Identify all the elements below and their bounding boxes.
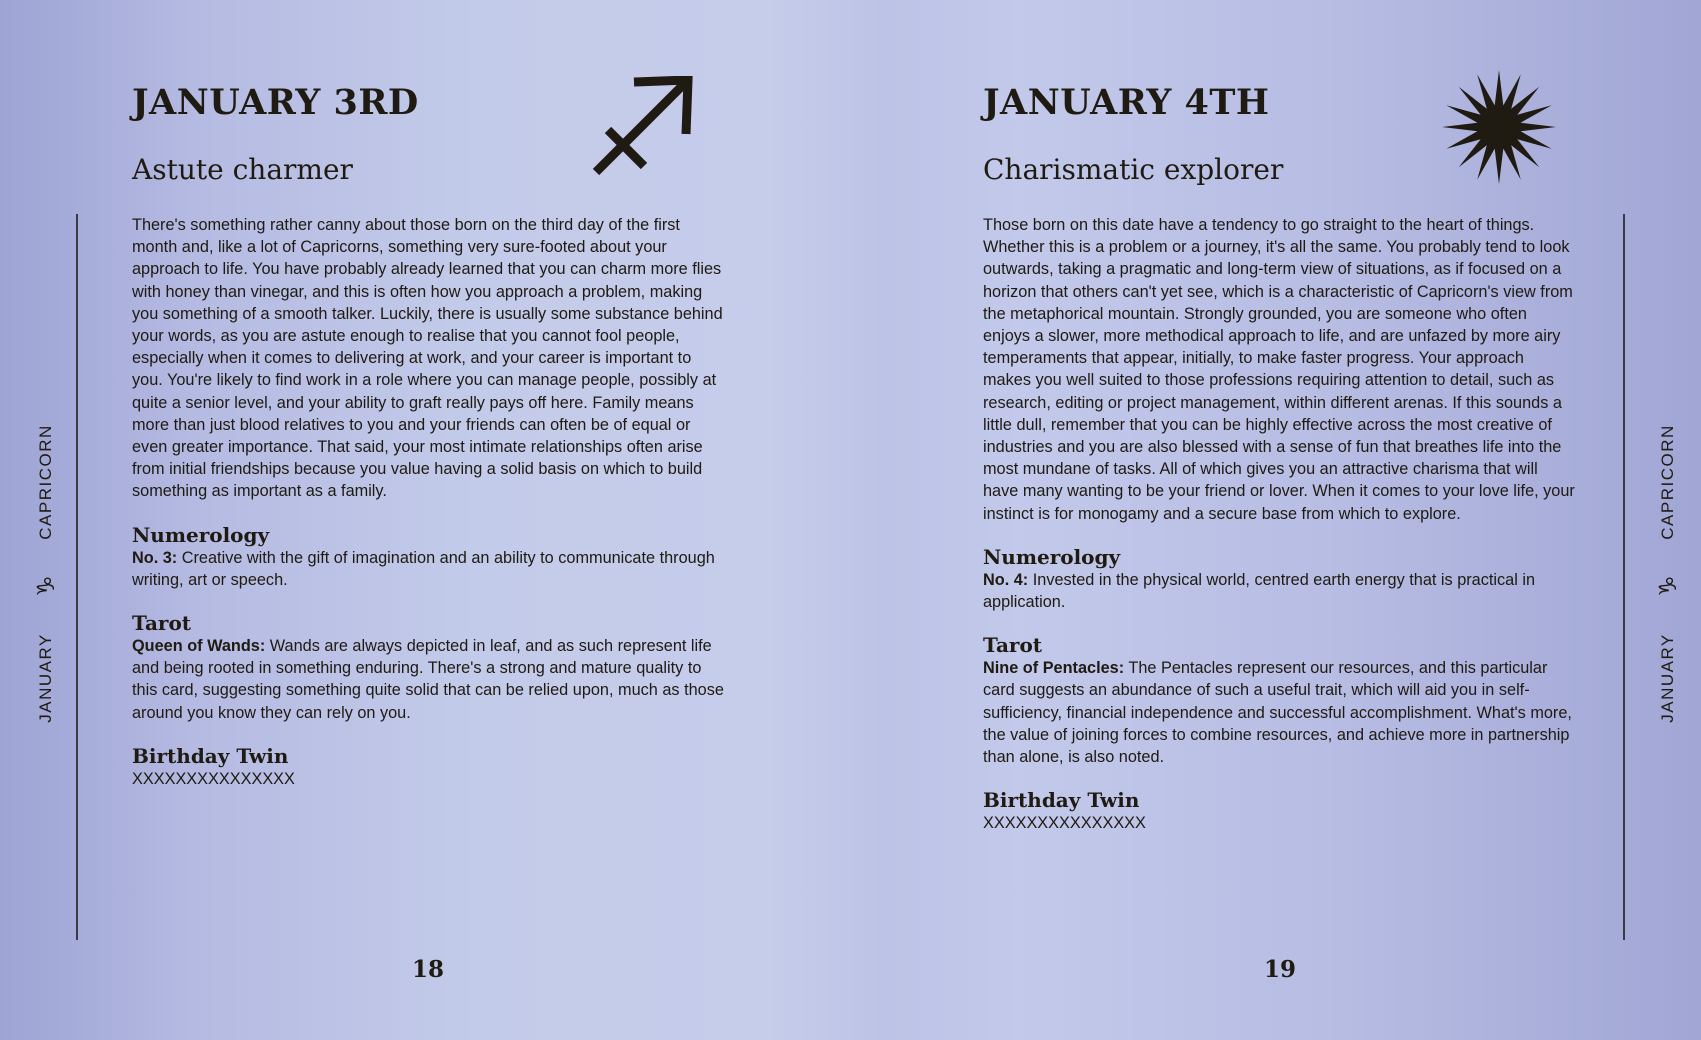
left-sidebar: [16, 214, 76, 940]
birthday-twin-heading: Birthday Twin: [983, 788, 1140, 813]
main-paragraph: There's something rather canny about those born on the third day of the first month and, like a lot of Capricorns, something very sure-footed about your approach to life. You have probably already learned that you can charm more flies with honey than vinegar, and this is often how you approach a problem, making you something of a smooth talker. Luckily, there is usually some substance behind your words, as you are astute enough to realise that you cannot fool people, especially when it comes to delivering at work, and your career is important to you. You're likely to find work in a role where you can manage people, possibly at quite a senior level, and your ability to graft really pays off here. Family means more than just blood relatives to you and your friends can often be of equal or even greater importance. That said, your most intimate relationships often arise from initial friendships because you value having a solid basis on which to build something as important as a family.: [132, 216, 723, 501]
tarot-heading: Tarot: [983, 633, 1043, 658]
tarot-text: [132, 635, 724, 724]
left-page: [0, 0, 850, 1040]
numerology-description: Invested in the physical world, centred earth energy that is practical in application.: [983, 570, 1536, 612]
right-divider-line: [1623, 214, 1625, 940]
left-divider-line: [76, 214, 78, 940]
numerology-heading: Numerology: [983, 544, 1121, 569]
tarot-label: Queen of Wands:: [132, 637, 266, 656]
tarot-description: Wands are always depicted in leaf, and as such represent life and being rooted in something enduring. There's a strong and mature quality to this card, suggesting something quite solid that can be relied upon, much as those around you know they can rely on you.: [132, 637, 724, 722]
numerology-description: Creative with the gift of imagination and an ability to communicate through writing, art or speech.: [132, 548, 715, 589]
page-subtitle: Charismatic explorer: [983, 153, 1284, 186]
sidebar-sign-label: CAPRICORN: [36, 424, 55, 540]
page-number: 19: [1264, 956, 1297, 983]
birthday-twin-text: XXXXXXXXXXXXXXX: [983, 814, 1146, 833]
main-paragraph: Those born on this date have a tendency to go straight to the heart of things. Whether this is a problem or a journey, it's all the same. You probably tend to look outwards, taking a pragmatic and long-term view of situations, as if focused on a horizon that others can't yet see, which is a characteristic of Capricorn's view from the metaphorical mountain. Strongly grounded, you are someone who often enjoys a slower, more methodical approach to life, and are unfazed by more airy temperaments that appear, initially, to make faster progress. Your approach makes you well suited to those professions requiring attention to detail, such as research, editing or project management, within different arenas. If this sounds a little dull, remember that you can be highly effective across the most creative of industries and you are also blessed with a sense of fun that breathes life into the most mundane of tasks. All of which gives you an attractive charisma that will have many wanting to be your friend or lover. When it comes to your love life, your instinct is for monogamy and a secure base from which to explore.: [983, 216, 1575, 523]
sidebar-month-label: JANUARY: [1658, 633, 1677, 723]
sun-burst-icon: [1440, 68, 1558, 186]
page-title: JANUARY 3RD: [132, 82, 419, 123]
sidebar-month-label: JANUARY: [36, 633, 55, 723]
tarot-section: [983, 633, 1575, 768]
capricorn-glyph-icon: ♑: [32, 575, 60, 597]
tarot-section: [132, 611, 724, 724]
sidebar-sign-label: CAPRICORN: [1658, 424, 1677, 540]
numerology-text: [983, 569, 1575, 613]
tarot-description: The Pentacles represent our resources, and this particular card suggests an abundance of such a useful trait, which will aid you in self-sufficiency, financial independence and successful accomplishment. What's more, the value of joining forces to combine resources, and achieve more in partnership than alone, is also noted.: [983, 659, 1572, 767]
numerology-heading: Numerology: [132, 522, 270, 547]
sagittarius-arrow-icon: [590, 76, 696, 178]
right-page: [850, 0, 1700, 1040]
birthday-twin-heading: Birthday Twin: [132, 743, 289, 768]
numerology-label: No. 3:: [132, 548, 178, 567]
numerology-text: [132, 547, 724, 591]
numerology-label: No. 4:: [983, 570, 1029, 589]
birthday-twin-section: [983, 788, 1575, 834]
birthday-twin-text: XXXXXXXXXXXXXXX: [132, 769, 295, 788]
page-body: [983, 214, 1575, 854]
right-sidebar: [1638, 214, 1698, 940]
capricorn-glyph-icon: ♑: [1654, 575, 1682, 597]
tarot-heading: Tarot: [132, 611, 192, 636]
birthday-twin-section: [132, 744, 724, 790]
page-title: JANUARY 4TH: [983, 82, 1270, 123]
tarot-label: Nine of Pentacles:: [983, 659, 1125, 678]
numerology-section: [983, 545, 1575, 613]
page-body: [132, 214, 724, 810]
page-subtitle: Astute charmer: [132, 153, 353, 186]
tarot-text: [983, 657, 1575, 768]
page-number: 18: [412, 956, 445, 983]
numerology-section: [132, 523, 724, 591]
